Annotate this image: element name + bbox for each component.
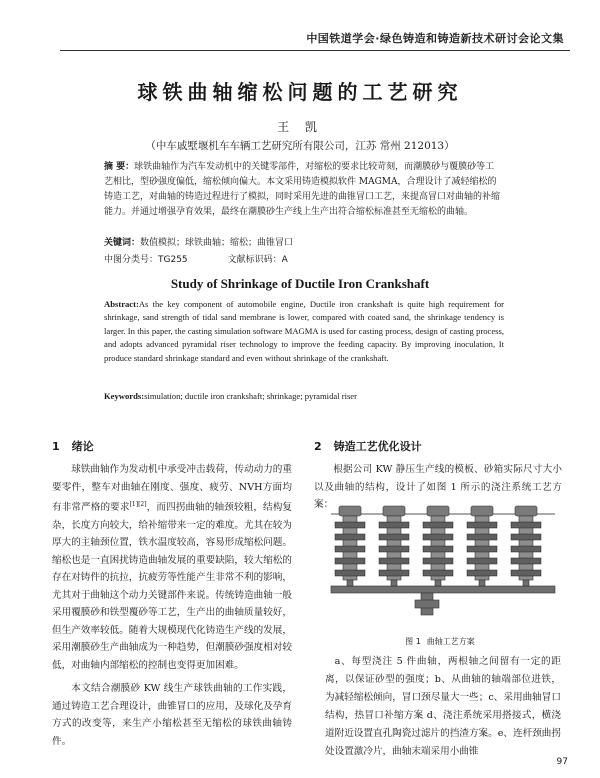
section-1-number: 1 [52, 440, 60, 453]
header-rule [60, 50, 570, 51]
abstract-zh [104, 160, 502, 220]
paper-title-en: Study of Shrinkage of Ductile Iron Crankshaft [170, 276, 430, 291]
section-1-paragraph [52, 461, 292, 674]
section-2-para1: 根据公司 KW 静压生产线的模板、砂箱实际尺寸大小以及曲轴的结构，设计了如图 1 所示的浇注系统工艺方案： [314, 464, 562, 510]
keywords-zh-text: 数值模拟；球铁曲轴；缩松；曲锥冒口 [140, 238, 294, 248]
abstract-zh-text: 球铁曲轴作为汽车发动机中的关键零部件，对缩松的要求比较苛刻，而潮膜砂与覆膜砂等工艺相比，型砂强度偏低，缩松倾向偏大。本文采用铸造模拟软件 MAGMA，合理设计了减轻缩松的铸造工艺，对曲轴的铸造过程进行了模拟，同时采用先进的曲锥冒口工艺，来提高冒口对曲轴的补缩能力。并通过增强孕育效果，最终在潮膜砂生产线上生产出符合缩松标准甚至无缩松的曲轴。 [104, 162, 501, 217]
abstract-en [104, 298, 504, 365]
crankshaft-process-figure [325, 500, 561, 618]
author-affiliation: （中车戚墅堰机车车辆工艺研究所有限公司，江苏 常州 212013） [145, 140, 455, 152]
figure-label: 图 1 [405, 637, 421, 646]
section-1-para2: 本文结合潮膜砂 KW 线生产球铁曲轴的工作实践，通过铸造工艺合理设计，曲锥冒口的应用，及球化及孕育方式的改变等，来生产小缩松甚至无缩松的球铁曲轴铸件。 [52, 683, 292, 747]
document-code: 文献标识码：A [227, 255, 288, 265]
keywords-zh-label: 关键词： [104, 238, 141, 248]
keywords-en-text: simulation; ductile iron crankshaft; shrinkage; pyramidal riser [144, 391, 357, 401]
keywords-zh [104, 236, 502, 250]
keywords-en [104, 391, 504, 401]
section-1-para1-a: 球铁曲轴作为发动机中承受冲击载荷，传动动力的重要零件，整车对曲轴在刚度、强度、疲劳、NVH方面均有非常严格的要求 [52, 464, 292, 514]
section-2-number: 2 [314, 440, 322, 453]
section-2-body [325, 653, 561, 761]
page-number: 97 [556, 757, 568, 767]
keywords-en-label: Keywords: [104, 391, 145, 401]
section-2-heading [314, 438, 422, 454]
section-1-para1-b: ，而四拐曲轴的轴颈较粗，结构复杂，长度方向较大，给补缩带来一定的难度。尤其在较为厚大的主轴颈位置，铁水温度较高，容易形成缩松问题。缩松也是一直困扰铸造曲轴发展的重要缺陷，较大缩松的存在对铸件的抗拉，抗疲劳等性能产生非常不利的影响，尤其对于曲轴这个动力关键部件来说。传统铸造曲轴一般采用覆膜砂和铁型覆砂等工艺，生产出的曲轴质量较好，但生产效率较低。随着大规模现代化铸造生产线的发展，采用潮膜砂生产曲轴成为一种趋势，但潮膜砂强度相对较低，对曲轴内部缩松的控制也变得更加困难。 [52, 502, 293, 671]
running-head: 中国铁道学会·绿色铸造和铸造新技术研讨会论文集 [306, 32, 564, 45]
class-number: 中图分类号：TG255 [104, 255, 188, 265]
figure-caption [325, 636, 561, 647]
section-2-title: 铸造工艺优化设计 [333, 440, 422, 453]
citation-ref: [1][2] [129, 501, 147, 508]
section-2-para2: a、每型浇注 5 件曲轴，两根轴之间留有一定的距离，以保证砂型的强度；b、从曲轴的轴端部位进铁，为减轻缩松倾向，冒口颈尽量大一些；c、采用曲轴冒口结构，热冒口补缩方案 d、浇注系统采用搭接式，横浇道附近设置直孔陶瓷过滤片的挡渣方案。e、连杆颈曲拐处设置激冷片，曲轴末端采用小曲锥 [325, 656, 561, 757]
classification-line [104, 252, 328, 265]
abstract-zh-label: 摘 要： [104, 162, 135, 172]
section-1-body [52, 461, 292, 750]
section-1-title: 绪论 [71, 440, 94, 453]
figure-caption-text: 曲轴工艺方案 [426, 637, 475, 646]
author-name: 王 凯 [277, 120, 323, 134]
section-1-heading [52, 438, 94, 454]
abstract-en-label: Abstract: [104, 299, 139, 309]
abstract-en-text: As the key component of automobile engine, Ductile iron crankshaft is quite high requirement for shrinkage, sand strength of tidal sand membrane is lower, compared with coated sand, the shrinkage tendency is larger. In this paper, the casting simulation software MAGMA is used for casting process, design of casting process, and adopts advanced pyramidal riser technology to improve the feeding capacity. By improving inoculation, It produce standard shrinkage standard and even without shrinkage of the crankshaft. [104, 299, 504, 363]
paper-title-zh: 球铁曲轴缩松问题的工艺研究 [137, 80, 463, 104]
